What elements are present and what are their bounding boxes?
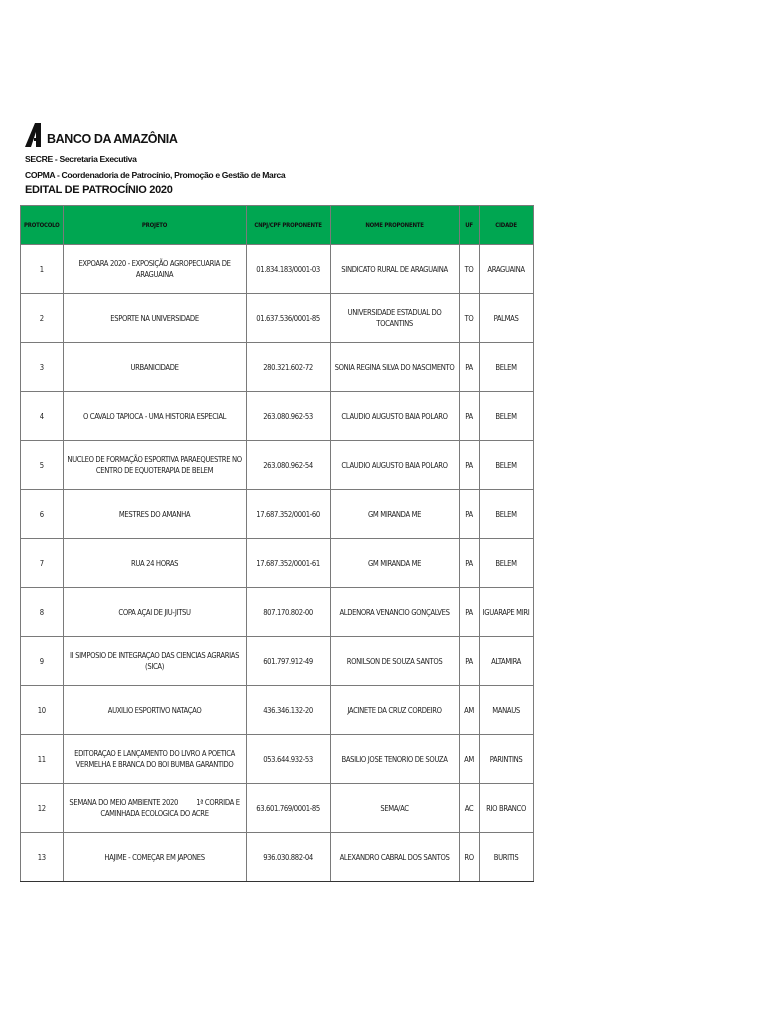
projeto-cell: NUCLEO DE FORMAÇÃO ESPORTIVA PARAEQUESTRE NO CENTRO DE EQUOTERAPIA DE BELEM xyxy=(63,441,246,490)
cnpj-cpf-cell: 263.080.962-54 xyxy=(246,441,330,490)
department-secre: SECRE - Secretaria Executiva xyxy=(25,154,137,164)
protocolo-cell: 2 xyxy=(21,294,64,343)
page-title: EDITAL DE PATROCÍNIO 2020 xyxy=(25,184,173,196)
cidade-cell: PARINTINS xyxy=(479,735,533,784)
cidade-cell: ARAGUAINA xyxy=(479,245,533,294)
nome-proponente-cell: GM MIRANDA ME xyxy=(330,539,459,588)
protocolo-cell: 8 xyxy=(21,588,64,637)
projeto-cell: ESPORTE NA UNIVERSIDADE xyxy=(63,294,246,343)
cidade-cell: BELEM xyxy=(479,490,533,539)
cidade-cell: BURITIS xyxy=(479,833,533,882)
cidade-cell: IGUARAPE MIRI xyxy=(479,588,533,637)
nome-proponente-cell: SINDICATO RURAL DE ARAGUAINA xyxy=(330,245,459,294)
table-row xyxy=(21,294,534,343)
nome-proponente-cell: BASILIO JOSE TENORIO DE SOUZA xyxy=(330,735,459,784)
projeto-cell: II SIMPOSIO DE INTEGRAÇAO DAS CIENCIAS AGRARIAS (SICA) xyxy=(63,637,246,686)
uf-cell: PA xyxy=(459,441,479,490)
column-header-projeto: PROJETO xyxy=(63,206,246,245)
protocolo-cell: 6 xyxy=(21,490,64,539)
cnpj-cpf-cell: 01.834.183/0001-03 xyxy=(246,245,330,294)
cnpj-cpf-cell: 807.170.802-00 xyxy=(246,588,330,637)
nome-proponente-cell: JACINETE DA CRUZ CORDEIRO xyxy=(330,686,459,735)
cidade-cell: MANAUS xyxy=(479,686,533,735)
protocolo-cell: 11 xyxy=(21,735,64,784)
cnpj-cpf-cell: 280.321.602-72 xyxy=(246,343,330,392)
protocolo-cell: 3 xyxy=(21,343,64,392)
protocolo-cell: 12 xyxy=(21,784,64,833)
nome-proponente-cell: ALDENORA VENANCIO GONÇALVES xyxy=(330,588,459,637)
uf-cell: RO xyxy=(459,833,479,882)
bank-logo-text: BANCO DA AMAZÔNIA xyxy=(47,132,178,146)
projeto-cell: URBANICIDADE xyxy=(63,343,246,392)
bank-logo xyxy=(25,122,177,148)
cnpj-cpf-cell: 936.030.882-04 xyxy=(246,833,330,882)
nome-proponente-cell: SONIA REGINA SILVA DO NASCIMENTO xyxy=(330,343,459,392)
cidade-cell: BELEM xyxy=(479,441,533,490)
cidade-cell: ALTAMIRA xyxy=(479,637,533,686)
uf-cell: PA xyxy=(459,392,479,441)
projeto-cell: HAJIME - COMEÇAR EM JAPONES xyxy=(63,833,246,882)
column-header-protocolo: PROTOCOLO xyxy=(21,206,64,245)
table-header-row xyxy=(21,206,534,245)
nome-proponente-cell: CLAUDIO AUGUSTO BAIA POLARO xyxy=(330,441,459,490)
table-row xyxy=(21,784,534,833)
column-header-cidade: CIDADE xyxy=(479,206,533,245)
cnpj-cpf-cell: 17.687.352/0001-60 xyxy=(246,490,330,539)
nome-proponente-cell: ALEXANDRO CABRAL DOS SANTOS xyxy=(330,833,459,882)
protocolo-cell: 5 xyxy=(21,441,64,490)
cnpj-cpf-cell: 263.080.962-53 xyxy=(246,392,330,441)
nome-proponente-cell: RONILSON DE SOUZA SANTOS xyxy=(330,637,459,686)
uf-cell: PA xyxy=(459,343,479,392)
table-row xyxy=(21,833,534,882)
uf-cell: AC xyxy=(459,784,479,833)
table-row xyxy=(21,588,534,637)
projeto-cell: O CAVALO TAPIOCA - UMA HISTORIA ESPECIAL xyxy=(63,392,246,441)
sponsorship-table xyxy=(20,205,534,882)
protocolo-cell: 10 xyxy=(21,686,64,735)
nome-proponente-cell: CLAUDIO AUGUSTO BAIA POLARO xyxy=(330,392,459,441)
document-header xyxy=(25,122,286,196)
uf-cell: PA xyxy=(459,637,479,686)
column-header-uf: UF xyxy=(459,206,479,245)
table-row xyxy=(21,392,534,441)
projeto-cell: EDITORAÇAO E LANÇAMENTO DO LIVRO A POETICA VERMELHA E BRANCA DO BOI BUMBA GARANTIDO xyxy=(63,735,246,784)
projeto-cell: COPA AÇAI DE JIU-JITSU xyxy=(63,588,246,637)
column-header-nome-proponente: NOME PROPONENTE xyxy=(330,206,459,245)
protocolo-cell: 7 xyxy=(21,539,64,588)
cnpj-cpf-cell: 17.687.352/0001-61 xyxy=(246,539,330,588)
table-row xyxy=(21,245,534,294)
uf-cell: PA xyxy=(459,588,479,637)
table-row xyxy=(21,539,534,588)
bank-logo-mark xyxy=(25,123,45,147)
uf-cell: PA xyxy=(459,490,479,539)
table-row xyxy=(21,686,534,735)
protocolo-cell: 13 xyxy=(21,833,64,882)
cnpj-cpf-cell: 01.637.536/0001-85 xyxy=(246,294,330,343)
nome-proponente-cell: SEMA/AC xyxy=(330,784,459,833)
department-copma: COPMA - Coordenadoria de Patrocínio, Promoção e Gestão de Marca xyxy=(25,170,286,180)
cidade-cell: BELEM xyxy=(479,539,533,588)
projeto-cell: MESTRES DO AMANHA xyxy=(63,490,246,539)
protocolo-cell: 4 xyxy=(21,392,64,441)
protocolo-cell: 9 xyxy=(21,637,64,686)
uf-cell: AM xyxy=(459,735,479,784)
cnpj-cpf-cell: 63.601.769/0001-85 xyxy=(246,784,330,833)
cidade-cell: BELEM xyxy=(479,392,533,441)
column-header-cnpj-cpf: CNPJ/CPF PROPONENTE xyxy=(246,206,330,245)
projeto-cell: SEMANA DO MEIO AMBIENTE 2020 1ª CORRIDA E CAMINHADA ECOLOGICA DO ACRE xyxy=(63,784,246,833)
nome-proponente-cell: UNIVERSIDADE ESTADUAL DO TOCANTINS xyxy=(330,294,459,343)
cnpj-cpf-cell: 601.797.912-49 xyxy=(246,637,330,686)
table-row xyxy=(21,441,534,490)
projeto-cell: EXPOARA 2020 - EXPOSIÇÃO AGROPECUARIA DE ARAGUAINA xyxy=(63,245,246,294)
table-row xyxy=(21,490,534,539)
cidade-cell: RIO BRANCO xyxy=(479,784,533,833)
table-row xyxy=(21,735,534,784)
cnpj-cpf-cell: 053.644.932-53 xyxy=(246,735,330,784)
nome-proponente-cell: GM MIRANDA ME xyxy=(330,490,459,539)
cidade-cell: BELEM xyxy=(479,343,533,392)
projeto-cell: AUXILIO ESPORTIVO NATAÇAO xyxy=(63,686,246,735)
table-row xyxy=(21,637,534,686)
projeto-cell: RUA 24 HORAS xyxy=(63,539,246,588)
table-row xyxy=(21,343,534,392)
uf-cell: AM xyxy=(459,686,479,735)
cidade-cell: PALMAS xyxy=(479,294,533,343)
cnpj-cpf-cell: 436.346.132-20 xyxy=(246,686,330,735)
uf-cell: PA xyxy=(459,539,479,588)
uf-cell: TO xyxy=(459,245,479,294)
uf-cell: TO xyxy=(459,294,479,343)
table-body xyxy=(21,245,534,882)
protocolo-cell: 1 xyxy=(21,245,64,294)
